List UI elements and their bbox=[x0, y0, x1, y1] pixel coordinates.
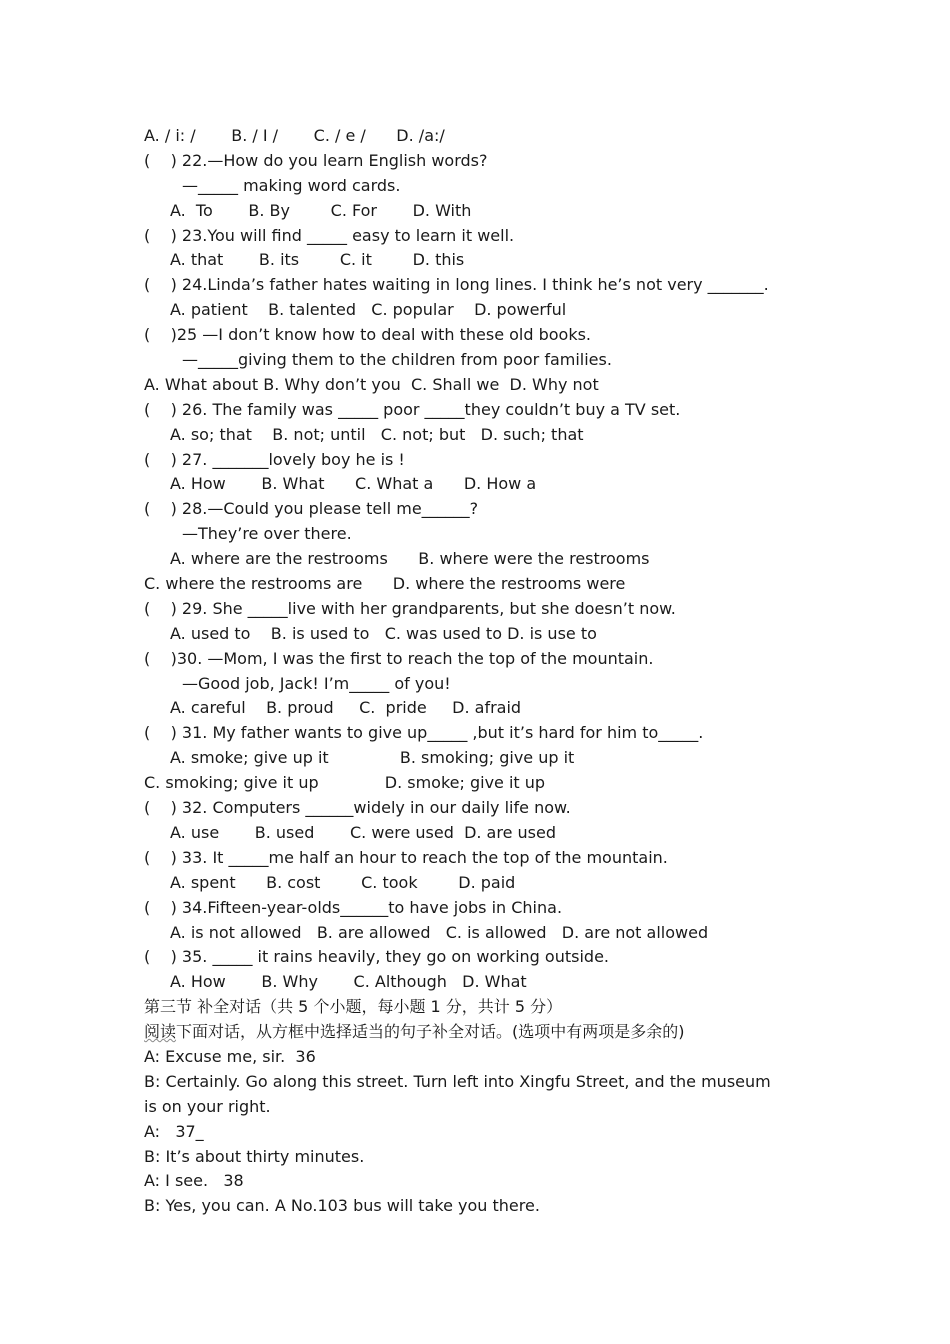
text-line bbox=[144, 1145, 950, 1170]
line-text: 下面对话，从方框中选择适当的句子补全对话。(选项中有两项是多余的) bbox=[176, 1022, 685, 1042]
line-text: —_____ making word cards. bbox=[182, 175, 401, 195]
line-text: 第三节 补全对话（共 5 个小题，每小题 1 分，共计 5 分） bbox=[144, 997, 563, 1017]
text-line bbox=[182, 174, 950, 199]
text-line bbox=[170, 199, 950, 224]
text-line bbox=[144, 896, 950, 921]
text-line bbox=[144, 149, 950, 174]
line-text: —Good job, Jack! I’m_____ of you! bbox=[182, 673, 451, 693]
line-text: ( ) 35. _____ it rains heavily, they go on working outside. bbox=[144, 947, 609, 967]
line-text: ( ) 26. The family was _____ poor _____they couldn’t buy a TV set. bbox=[144, 399, 681, 419]
line-text: A. patient B. talented C. popular D. powerful bbox=[170, 300, 567, 320]
text-line bbox=[144, 273, 950, 298]
text-line bbox=[144, 771, 950, 796]
document-page bbox=[0, 124, 950, 1219]
text-line bbox=[144, 448, 950, 473]
text-line bbox=[144, 945, 950, 970]
text-line bbox=[144, 373, 950, 398]
line-text: A: 37_ bbox=[144, 1121, 204, 1141]
line-text: —They’re over there. bbox=[182, 524, 352, 544]
line-text: B: Certainly. Go along this street. Turn left into Xingfu Street, and the museum bbox=[144, 1071, 771, 1091]
text-line bbox=[170, 746, 950, 771]
line-text: A. use B. used C. were used D. are used bbox=[170, 822, 556, 842]
line-text: ( ) 22.—How do you learn English words? bbox=[144, 150, 488, 170]
spellcheck-marked-word: 阅读 bbox=[144, 1022, 177, 1042]
line-text: ( ) 34.Fifteen-year-olds______to have jobs in China. bbox=[144, 897, 563, 917]
line-text: A. To B. By C. For D. With bbox=[170, 200, 472, 220]
text-line bbox=[170, 472, 950, 497]
line-text: A. that B. its C. it D. this bbox=[170, 250, 465, 270]
text-line bbox=[170, 547, 950, 572]
line-text: —_____giving them to the children from poor families. bbox=[182, 350, 612, 370]
line-text: A: Excuse me, sir. 36 bbox=[144, 1046, 316, 1066]
text-line bbox=[144, 1045, 950, 1070]
text-line bbox=[144, 1120, 950, 1145]
line-text: B: It’s about thirty minutes. bbox=[144, 1146, 365, 1166]
line-text: A: I see. 38 bbox=[144, 1171, 244, 1191]
text-line bbox=[144, 497, 950, 522]
line-text: A. used to B. is used to C. was used to D. is use to bbox=[170, 623, 597, 643]
text-line bbox=[144, 1070, 950, 1095]
text-line bbox=[144, 721, 950, 746]
text-line bbox=[144, 796, 950, 821]
text-line bbox=[182, 522, 950, 547]
line-text: ( )25 —I don’t know how to deal with these old books. bbox=[144, 325, 592, 345]
line-text: ( ) 27. _______lovely boy he is ! bbox=[144, 449, 405, 469]
text-line bbox=[182, 348, 950, 373]
text-line bbox=[170, 821, 950, 846]
line-text: A. where are the restrooms B. where were the restrooms bbox=[170, 549, 650, 569]
line-text: is on your right. bbox=[144, 1096, 271, 1116]
line-text: B: Yes, you can. A No.103 bus will take you there. bbox=[144, 1196, 540, 1216]
line-text: ( ) 24.Linda’s father hates waiting in long lines. I think he’s not very _______. bbox=[144, 275, 769, 295]
text-line bbox=[170, 622, 950, 647]
text-line bbox=[170, 696, 950, 721]
text-line bbox=[144, 572, 950, 597]
line-text: A. so; that B. not; until C. not; but D. such; that bbox=[170, 424, 584, 444]
text-line bbox=[170, 298, 950, 323]
text-line bbox=[170, 423, 950, 448]
line-text: ( ) 29. She _____live with her grandparents, but she doesn’t now. bbox=[144, 598, 676, 618]
text-line bbox=[182, 672, 950, 697]
line-text: A. careful B. proud C. pride D. afraid bbox=[170, 698, 522, 718]
line-text: A. How B. What C. What a D. How a bbox=[170, 474, 537, 494]
line-text: ( ) 31. My father wants to give up_____ ,but it’s hard for him to_____. bbox=[144, 723, 704, 743]
line-text: C. smoking; give it up D. smoke; give it up bbox=[144, 773, 546, 793]
text-line bbox=[144, 1095, 950, 1120]
line-text: ( ) 23.You will find _____ easy to learn it well. bbox=[144, 225, 515, 245]
line-text: ( ) 32. Computers ______widely in our daily life now. bbox=[144, 798, 571, 818]
text-line bbox=[144, 224, 950, 249]
line-text: A. How B. Why C. Although D. What bbox=[170, 972, 527, 992]
line-text: A. smoke; give up it B. smoking; give up it bbox=[170, 748, 575, 768]
text-line bbox=[144, 1169, 950, 1194]
line-text: ( ) 28.—Could you please tell me______? bbox=[144, 499, 479, 519]
text-line bbox=[144, 323, 950, 348]
text-line bbox=[144, 597, 950, 622]
line-text: ( )30. —Mom, I was the first to reach the top of the mountain. bbox=[144, 648, 654, 668]
line-text: A. is not allowed B. are allowed C. is allowed D. are not allowed bbox=[170, 922, 709, 942]
text-line bbox=[144, 398, 950, 423]
line-text: ( ) 33. It _____me half an hour to reach the top of the mountain. bbox=[144, 847, 668, 867]
text-line bbox=[144, 995, 950, 1020]
text-line bbox=[170, 921, 950, 946]
text-line bbox=[144, 846, 950, 871]
text-line bbox=[170, 871, 950, 896]
text-line bbox=[144, 1020, 950, 1045]
text-line bbox=[144, 647, 950, 672]
line-text: A. What about B. Why don’t you C. Shall we D. Why not bbox=[144, 374, 599, 394]
line-text: A. / i: / B. / I / C. / e / D. /a:/ bbox=[144, 126, 445, 145]
text-line bbox=[144, 124, 950, 149]
line-text: C. where the restrooms are D. where the restrooms were bbox=[144, 574, 626, 594]
text-line bbox=[144, 1194, 950, 1219]
text-line bbox=[170, 970, 950, 995]
text-line bbox=[170, 248, 950, 273]
line-text: A. spent B. cost C. took D. paid bbox=[170, 872, 516, 892]
